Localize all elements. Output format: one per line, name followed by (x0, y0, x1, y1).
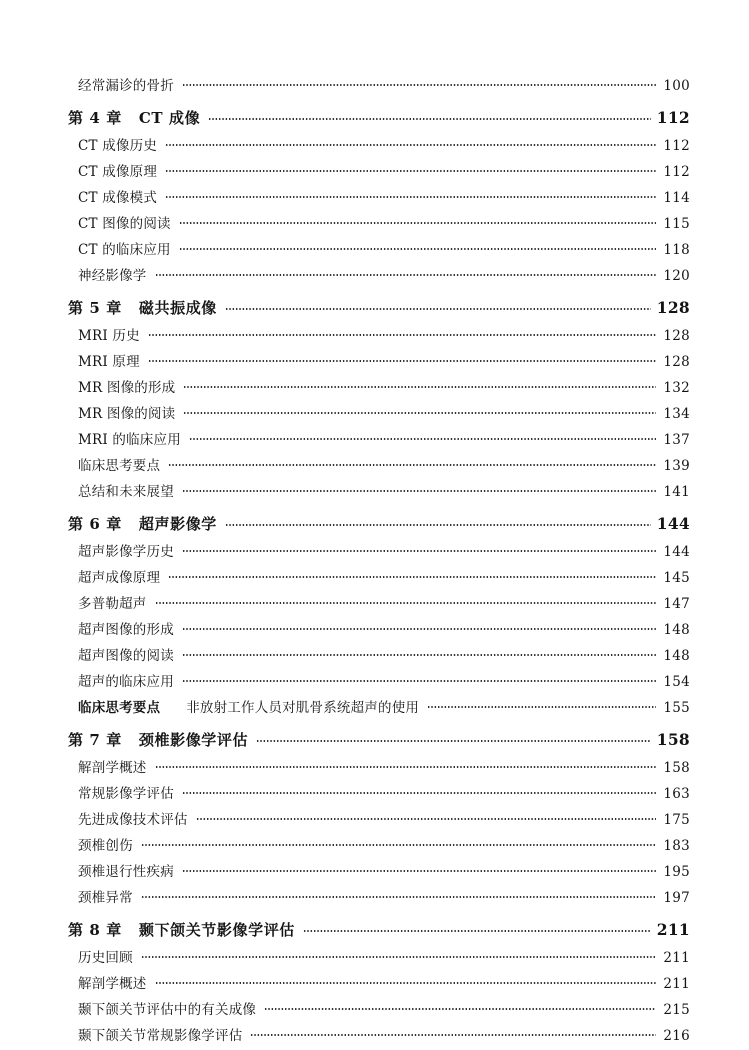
entry-title: 历史回顾 (78, 950, 133, 966)
dot-leader (182, 77, 656, 91)
toc-entry-row[interactable] (0, 972, 749, 998)
entry-title: MR 图像的形成 (78, 380, 176, 396)
dot-leader (189, 431, 656, 445)
entry-title: MRI 原理 (78, 354, 140, 370)
dot-leader (168, 569, 656, 583)
page-number: 155 (663, 700, 690, 716)
toc-entry-row[interactable] (0, 74, 749, 100)
page-number: 141 (663, 484, 690, 500)
page-number: 144 (663, 544, 690, 560)
entry-title: CT 成像历史 (78, 138, 158, 154)
page-number: 154 (663, 674, 690, 690)
entry-title: 颈椎退行性疾病 (78, 864, 174, 880)
entry-title: 解剖学概述 (78, 760, 147, 776)
dot-leader (183, 405, 656, 419)
toc-entry-row[interactable] (0, 946, 749, 972)
dot-leader (182, 863, 656, 877)
toc-chapter-row[interactable] (0, 912, 749, 946)
entry-title: CT 的临床应用 (78, 242, 171, 258)
page-number: 100 (663, 78, 690, 94)
dot-leader (256, 732, 651, 747)
page-number: 112 (663, 138, 690, 154)
chapter-label: 第 4 章 (68, 108, 122, 127)
dot-leader (182, 543, 656, 557)
dot-leader (179, 215, 656, 229)
toc-entry-row[interactable] (0, 186, 749, 212)
toc-entry-row[interactable] (0, 238, 749, 264)
page-number: 139 (663, 458, 690, 474)
dot-leader (208, 110, 651, 125)
entry-title: 经常漏诊的骨折 (78, 78, 174, 94)
toc-entry-row[interactable] (0, 212, 749, 238)
page-number: 128 (656, 297, 690, 317)
entry-title: MRI 历史 (78, 328, 140, 344)
page-number: 128 (663, 354, 690, 370)
dot-leader (182, 673, 656, 687)
toc-entry-row[interactable] (0, 428, 749, 454)
dot-leader (141, 837, 656, 851)
toc-entry-row[interactable] (0, 160, 749, 186)
entry-title: 解剖学概述 (78, 976, 147, 992)
page-number: 115 (663, 216, 690, 232)
toc-entry-row[interactable] (0, 618, 749, 644)
page-number: 211 (656, 919, 690, 939)
entry-title: 超声影像学历史 (78, 544, 174, 560)
entry-title: 临床思考要点 (78, 458, 161, 474)
toc-chapter-row[interactable] (0, 290, 749, 324)
dot-leader (148, 353, 656, 367)
page-number: 163 (663, 786, 690, 802)
page-number: 114 (663, 190, 690, 206)
toc-chapter-row[interactable] (0, 100, 749, 134)
toc-entry-row[interactable] (0, 756, 749, 782)
entry-title: 先进成像技术评估 (78, 812, 188, 828)
dot-leader (165, 189, 656, 203)
entry-title: 超声图像的形成 (78, 622, 174, 638)
toc-entry-row[interactable] (0, 264, 749, 290)
dot-leader (303, 922, 651, 937)
entry-title: CT 成像原理 (78, 164, 158, 180)
page-number: 215 (663, 1002, 690, 1018)
entry-title: MRI 的临床应用 (78, 432, 181, 448)
toc-entry-row[interactable] (0, 592, 749, 618)
page-number: 148 (663, 622, 690, 638)
page-number: 134 (663, 406, 690, 422)
chapter-title: 磁共振成像 (138, 298, 217, 317)
page-number: 197 (663, 890, 690, 906)
toc-entry-row[interactable] (0, 376, 749, 402)
entry-title: MR 图像的阅读 (78, 406, 176, 422)
dot-leader (264, 1001, 656, 1015)
dot-leader (182, 647, 656, 661)
entry-title: 颞下颌关节常规影像学评估 (78, 1028, 243, 1044)
page-number: 158 (656, 729, 690, 749)
dot-leader (182, 483, 656, 497)
entry-title: 颞下颌关节评估中的有关成像 (78, 1002, 257, 1018)
page-number: 118 (663, 242, 690, 258)
entry-title: 颈椎异常 (78, 890, 133, 906)
page-number: 158 (663, 760, 690, 776)
toc-entry-row[interactable] (0, 566, 749, 592)
chapter-title: CT 成像 (138, 108, 201, 127)
chapter-label: 第 6 章 (68, 514, 122, 533)
toc-entry-row[interactable] (0, 886, 749, 912)
dot-leader (179, 241, 656, 255)
dot-leader (155, 267, 657, 281)
dot-leader (141, 889, 656, 903)
toc-entry-row[interactable] (0, 324, 749, 350)
toc-chapter-row[interactable] (0, 506, 749, 540)
page-number: 112 (663, 164, 690, 180)
toc-entry-row[interactable] (0, 696, 749, 722)
toc-entry-row[interactable] (0, 860, 749, 886)
page-number: 144 (656, 513, 690, 533)
entry-title: CT 成像模式 (78, 190, 158, 206)
toc-chapter-row[interactable] (0, 722, 749, 756)
chapter-label: 第 8 章 (68, 920, 122, 939)
dot-leader (196, 811, 656, 825)
page-number: 211 (663, 976, 690, 992)
page-number: 148 (663, 648, 690, 664)
entry-title: 常规影像学评估 (78, 786, 174, 802)
chapter-title: 颈椎影像学评估 (138, 730, 249, 749)
page-number: 112 (656, 107, 690, 127)
toc-entry-row[interactable] (0, 540, 749, 566)
page-number: 175 (663, 812, 690, 828)
page-number: 145 (663, 570, 690, 586)
dot-leader (182, 785, 656, 799)
entry-title: 神经影像学 (78, 268, 147, 284)
page-number: 132 (663, 380, 690, 396)
toc-entry-row[interactable] (0, 350, 749, 376)
toc-entry-row[interactable] (0, 834, 749, 860)
dot-leader (148, 327, 656, 341)
entry-title: 超声的临床应用 (78, 674, 174, 690)
entry-title: 多普勒超声 (78, 596, 147, 612)
dot-leader (165, 137, 656, 151)
entry-subtitle: 非放射工作人员对肌骨系统超声的使用 (186, 700, 420, 716)
dot-leader (141, 949, 656, 963)
toc-entry-row[interactable] (0, 998, 749, 1024)
toc-entry-row[interactable] (0, 402, 749, 428)
chapter-label: 第 7 章 (68, 730, 122, 749)
toc-entry-row[interactable] (0, 808, 749, 834)
dot-leader (165, 163, 656, 177)
page-number: 211 (663, 950, 690, 966)
dot-leader (155, 975, 657, 989)
toc-entry-row[interactable] (0, 1024, 749, 1050)
chapter-title: 颞下颌关节影像学评估 (138, 920, 295, 939)
chapter-label: 第 5 章 (68, 298, 122, 317)
chapter-title: 超声影像学 (138, 514, 217, 533)
page-number: 183 (663, 838, 690, 854)
dot-leader (168, 457, 656, 471)
dot-leader (155, 759, 657, 773)
page-number: 137 (663, 432, 690, 448)
page-number: 216 (663, 1028, 690, 1044)
page-number: 128 (663, 328, 690, 344)
dot-leader (155, 595, 657, 609)
page-number: 120 (663, 268, 690, 284)
dot-leader (225, 300, 651, 315)
toc-entry-row[interactable] (0, 670, 749, 696)
toc-entry-row[interactable] (0, 644, 749, 670)
entry-title: 超声成像原理 (78, 570, 161, 586)
page-number: 195 (663, 864, 690, 880)
toc-entry-row[interactable] (0, 454, 749, 480)
dot-leader (250, 1027, 656, 1041)
entry-title: 临床思考要点 (78, 700, 161, 716)
dot-leader (182, 621, 656, 635)
toc-entry-row[interactable] (0, 480, 749, 506)
dot-leader (183, 379, 656, 393)
toc-entry-row[interactable] (0, 782, 749, 808)
entry-title: 总结和未来展望 (78, 484, 174, 500)
entry-title: 颈椎创伤 (78, 838, 133, 854)
dot-leader (427, 699, 656, 713)
toc-entry-row[interactable] (0, 134, 749, 160)
entry-title: CT 图像的阅读 (78, 216, 171, 232)
entry-title: 超声图像的阅读 (78, 648, 174, 664)
page-number: 147 (663, 596, 690, 612)
dot-leader (225, 516, 651, 531)
